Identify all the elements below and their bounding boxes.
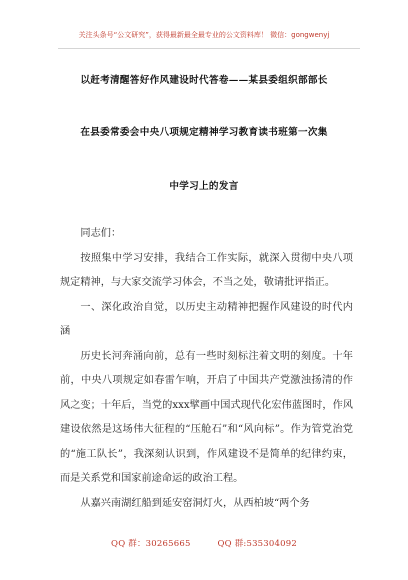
body-paragraph: 从嘉兴南湖红船到延安窑洞灯火，从西柏坡“两个务 [80,497,310,509]
document-body [60,222,353,516]
header-banner: 关注头条号“公文研究”，获得最新最全最专业的公文资料库！ 微信：gongwenyj [78,31,330,39]
document-title-line-1: 以赶考清醒答好作风建设时代答卷——某县委组织部部长 [80,75,328,86]
footer-qq-group-2: QQ 群:535304092 [217,539,297,549]
section-heading: 一、深化政治自觉，以历史主动精神把握作风建设的时代内涵 [60,301,353,337]
header-divider [58,48,360,49]
footer-qq-group-1: QQ 群：30265665 [111,539,191,549]
footer-contact [0,537,408,549]
document-title-line-3: 中学习上的发言 [169,181,239,192]
document-title-line-2: 在县委常委会中央八项规定精神学习教育读书班第一次集 [80,127,328,138]
body-paragraph: 按照集中学习安排，我结合工作实际，就深入贯彻中央八项规定精神，与大家交流学习体会，不当之处，敬请批评指正。 [60,252,353,288]
body-paragraph: 历史长河奔涌向前，总有一些时刻标注着文明的刻度。十年前，中央八项规定如春雷乍响，开启了中国共产党激浊扬清的作风之变；十年后，当党的xxx擘画中国式现代化宏伟蓝图时，作风建设依然是这场伟大征程的“压舱石”和“风向标”。作为管党治党的“施工队长”，我深刻认识到，作风建设不是简单的纪律约束，而是关系党和国家前途命运的政治工程。 [60,350,353,484]
salutation: 同志们： [80,228,122,239]
